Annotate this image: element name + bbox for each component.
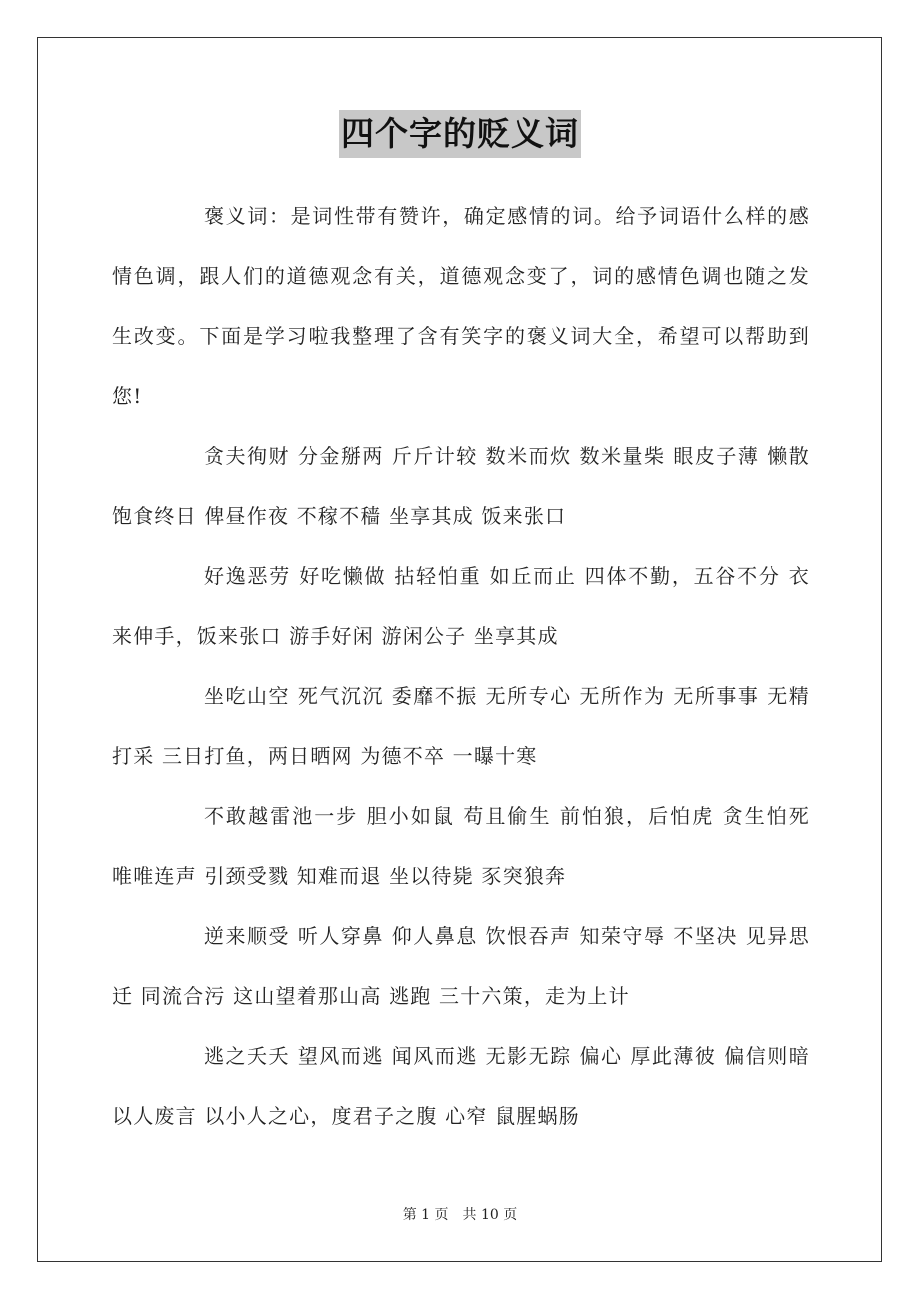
paragraph-word-list-1: 贪夫徇财 分金掰两 斤斤计较 数米而炊 数米量柴 眼皮子薄 懒散 饱食终日 俾昼作夜 不稼不穑 坐享其成 饭来张口 (112, 444, 810, 528)
paragraph-intro: 褒义词：是词性带有赞许，确定感情的词。给予词语什么样的感情色调，跟人们的道德观念有关，道德观念变了，词的感情色调也随之发生改变。下面是学习啦我整理了含有笑字的褒义词大全，希望可以帮助到您! (112, 204, 810, 408)
paragraph-word-list-2: 好逸恶劳 好吃懒做 拈轻怕重 如丘而止 四体不勤，五谷不分 衣来伸手，饭来张口 游手好闲 游闲公子 坐享其成 (112, 564, 810, 648)
page-number: 第 1 页 (402, 1207, 449, 1223)
document-body (112, 186, 810, 1146)
document-title: 四个字的贬义词 (339, 110, 581, 158)
page-total: 共 10 页 (462, 1207, 518, 1223)
paragraph-word-list-5: 逆来顺受 听人穿鼻 仰人鼻息 饮恨吞声 知荣守辱 不坚决 见异思迁 同流合污 这山望着那山高 逃跑 三十六策，走为上计 (112, 924, 810, 1008)
page-footer (0, 1205, 920, 1225)
paragraph-word-list-6: 逃之夭夭 望风而逃 闻风而逃 无影无踪 偏心 厚此薄彼 偏信则暗 以人废言 以小人之心，度君子之腹 心窄 鼠腥蜗肠 (112, 1044, 810, 1128)
paragraph-word-list-3: 坐吃山空 死气沉沉 委靡不振 无所专心 无所作为 无所事事 无精打采 三日打鱼，两日晒网 为德不卒 一曝十寒 (112, 684, 810, 768)
title-container (0, 110, 920, 158)
paragraph-word-list-4: 不敢越雷池一步 胆小如鼠 苟且偷生 前怕狼，后怕虎 贪生怕死 唯唯连声 引颈受戮 知难而退 坐以待毙 豕突狼奔 (112, 804, 810, 888)
